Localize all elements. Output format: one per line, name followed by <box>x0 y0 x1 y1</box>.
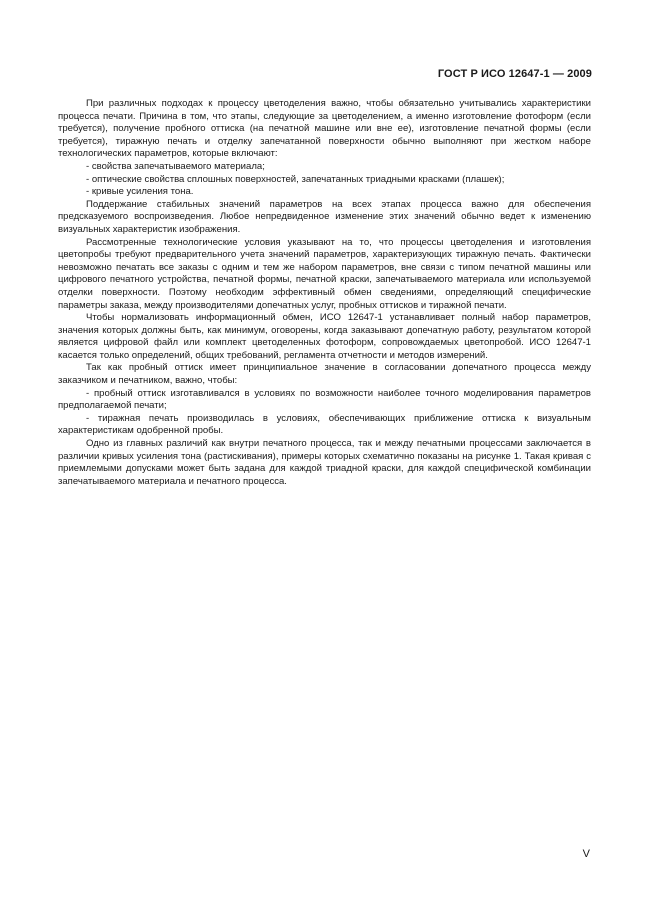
list-item-curves: - кривые усиления тона. <box>86 186 194 198</box>
document-body <box>58 98 591 488</box>
paragraph-proof: Так как пробный оттиск имеет принципиальное значение в согласовании допечатного процесса между заказчиком и печатником, важно, чтобы: <box>58 362 591 387</box>
list-item-material: - свойства запечатываемого материала; <box>86 160 265 172</box>
document-header: ГОСТ Р ИСО 12647-1 — 2009 <box>437 68 592 80</box>
list-item-proof-conditions: - пробный оттиск изготавливался в условиях по возможности наиболее точного моделирования параметров предполагаемой печати; <box>58 387 591 412</box>
paragraph-tone-curves: Одно из главных различий как внутри печатного процесса, так и между печатными процессами заключается в различии кривых усиления тона (растискивания), примеры которых схематично показаны на рисунке 1. Такая кривая с приемлемыми допусками может быть задана для каждой триадной краски, для каждой специфической комбинации запечатываемого материала и печатного процесса. <box>58 438 591 487</box>
paragraph-conditions: Рассмотренные технологические условия указывают на то, что процессы цветоделения и изготовления цветопробы требуют предварительного учета значений параметров, характеризующих тиражную печать. Фактически невозможно печатать все заказы с одним и тем же набором параметров, вне связи с типом печатной машины или цифрового печатного устройства, печатной формы, печатной краски, запечатываемого материала или используемой отделки поверхности. Поэтому необходим эффективный обмен сведениями, определяющий специфические параметры заказа, между производителями допечатных услуг, пробных оттисков и тиражной печати. <box>58 236 591 311</box>
page-number: V <box>582 848 590 860</box>
list-item-optical: - оптические свойства сплошных поверхностей, запечатанных триадными красками (плашек); <box>86 173 505 185</box>
paragraph-stability: Поддержание стабильных значений параметров на всех этапах процесса важно для обеспечения предсказуемого воспроизведения. Любое непредвиденное изменение этих значений обычно ведет к изменению визуальных характеристик изображения. <box>58 198 591 235</box>
paragraph-intro: При различных подходах к процессу цветоделения важно, чтобы обязательно учитывались характеристики процесса печати. Причина в том, что этапы, следующие за цветоделением, а именно изготовление фотоформ (если требуется), получение пробного оттиска (на печатной машине или вне ее), изготовление печатной формы (если требуется), тиражную печать и отделку запечатанной поверхности обычно выполняют при жестком наборе технологических параметров, которые включают: <box>58 98 591 160</box>
paragraph-normalization: Чтобы нормализовать информационный обмен, ИСО 12647-1 устанавливает полный набор параметров, значения которых должны быть, как минимум, оговорены, когда заказывают допечатную работу, результатом которой является цифровой файл или комплект цветоделенных фотоформ, сопровождаемых цветопробой. ИСО 12647-1 касается только определений, общих требований, регламента отчетности и методов измерений. <box>58 312 591 361</box>
list-item-print-conditions: - тиражная печать производилась в условиях, обеспечивающих приближение оттиска к визуальным характеристикам одобренной пробы. <box>58 412 591 437</box>
